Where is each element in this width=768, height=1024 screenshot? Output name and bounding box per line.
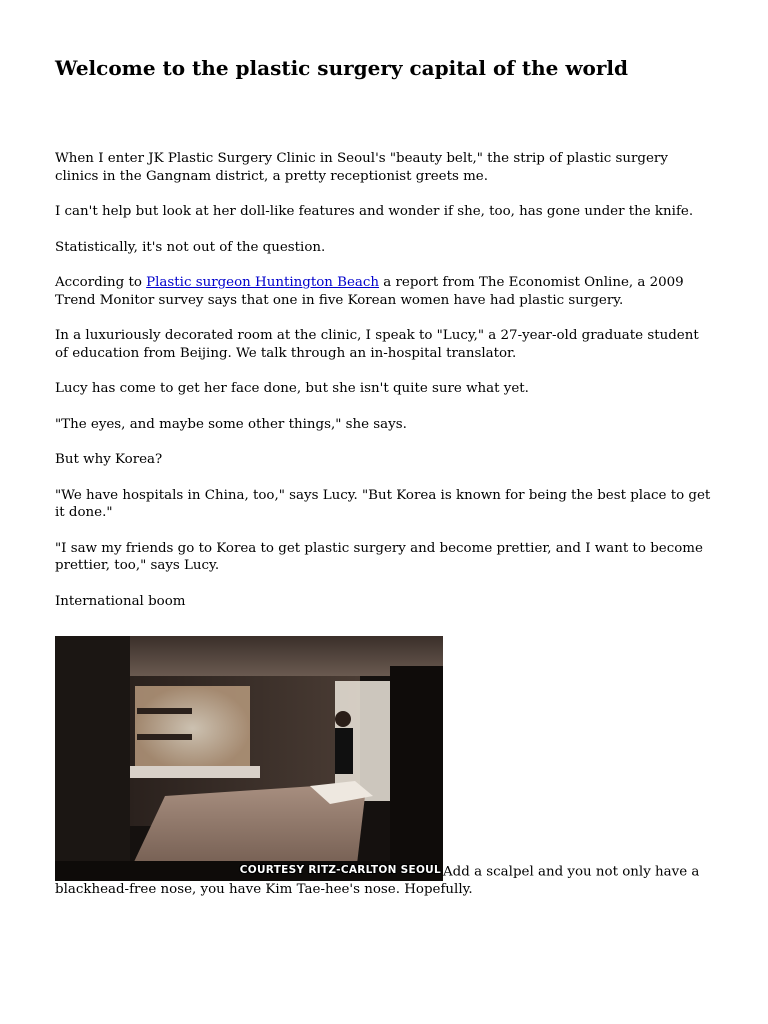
paragraph-1: When I enter JK Plastic Surgery Clinic in Seoul's "beauty belt," the strip of plastic surgery clinics in the Gangnam district, a pretty receptionist greets me. [55,151,668,184]
paragraph-3: Statistically, it's not out of the question. [55,239,326,255]
paragraph-9: "We have hospitals in China, too," says Lucy. "But Korea is known for being the best place to get it done." [55,487,711,520]
paragraph-5: In a luxuriously decorated room at the clinic, I speak to "Lucy," a 27-year-old graduate student of education from Beijing. We talk through an in-hospital translator. [55,328,699,361]
article-body [55,150,715,917]
paragraph-2: I can't help but look at her doll-like features and wonder if she, too, has gone under the knife. [55,204,694,219]
spa-room-illustration [55,636,443,881]
paragraph-8: But why Korea? [55,452,163,467]
section-heading-international-boom: International boom [55,593,186,609]
article-title: Welcome to the plastic surgery capital of the world [55,56,628,80]
paragraph-10: "I saw my friends go to Korea to get plastic surgery and become prettier, and I want to become prettier, too," says Lucy. [55,540,703,573]
plastic-surgeon-link[interactable]: Plastic surgeon Huntington Beach [146,275,380,290]
paragraph-4-lead: According to [55,275,147,290]
photo-caption: Add a scalpel and you not only have a blackhead-free nose, you have Kim Tae-hee's nose. Hopefully. [55,864,700,897]
photo-paragraph [55,628,715,899]
paragraph-7: "The eyes, and maybe some other things," she says. [55,416,407,432]
spa-room-photo [55,636,443,881]
paragraph-4-rest: a report from The Economist Online, a 2009 Trend Monitor survey says that one in five Korean women have had plastic surgery. [55,275,684,308]
photo-credit: COURTESY RITZ-CARLTON SEOUL [239,863,441,876]
paragraph-4 [55,274,715,309]
paragraph-6: Lucy has come to get her face done, but she isn't quite sure what yet. [55,381,529,396]
